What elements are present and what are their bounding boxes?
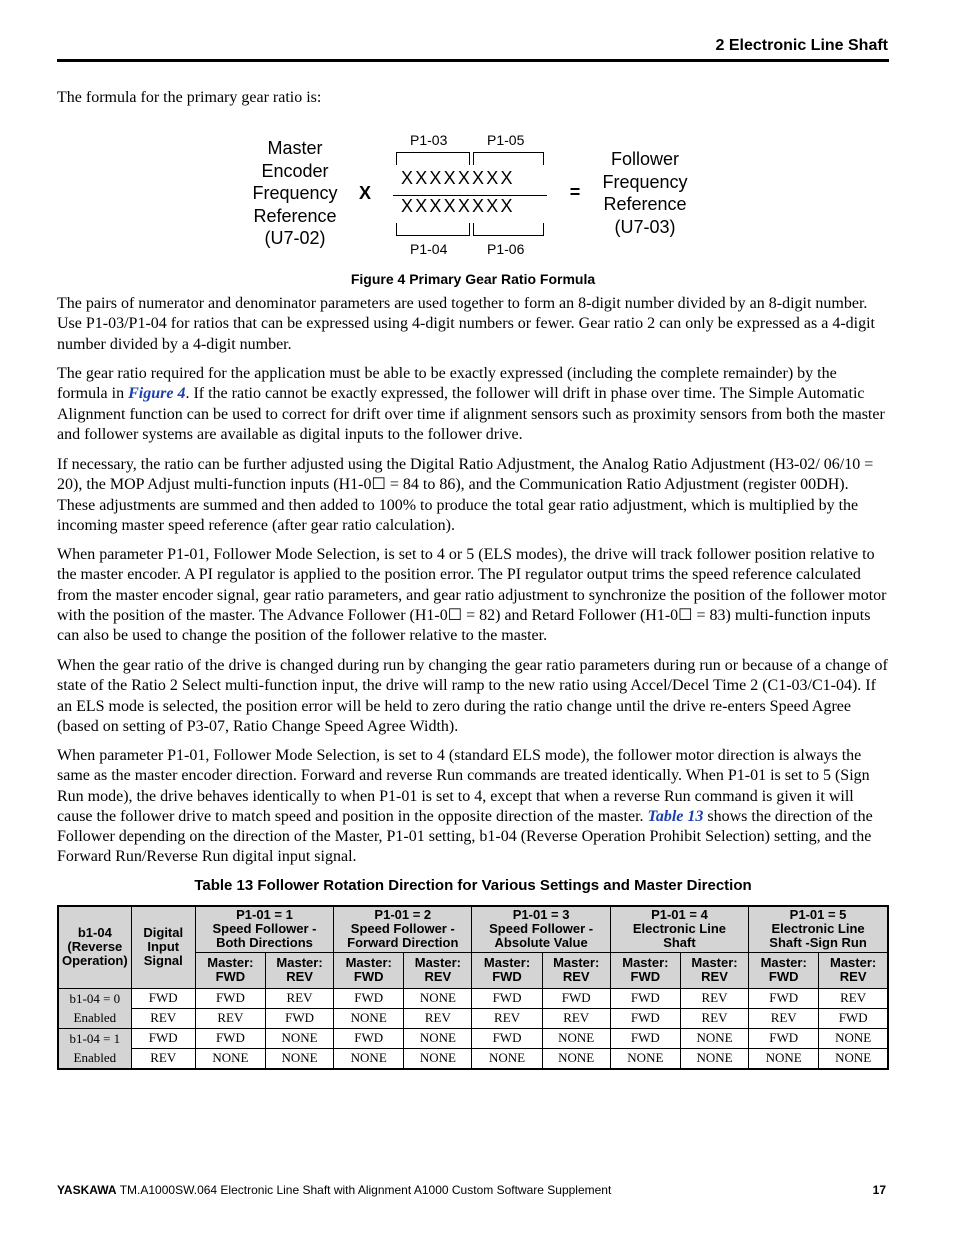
table-cell: FWD <box>265 1008 333 1028</box>
paragraph-6-text: When parameter P1-01, Follower Mode Selection, is set to 4 (standard ELS mode), the follower motor direction is always the same as the master encoder direction. Forward and reverse Run commands are treated identically. When P1-01 is set to 5 (Sign Run mode), the drive behaves identically to when P1-01 is set to 4, except that when a reverse Run command is given it will cause the follower drive to match speed and position in the opposite direction of the master. <box>57 747 870 825</box>
header-line: FWD <box>215 969 246 984</box>
master-reference-label <box>240 137 350 250</box>
header-line: Master: <box>830 955 877 970</box>
header-b1-04 <box>58 906 131 988</box>
table-row <box>58 1028 888 1048</box>
header-group-p1-01-4 <box>610 906 748 952</box>
section-title: 2 Electronic Line Shaft <box>715 37 888 54</box>
table-caption: Table 13 Follower Rotation Direction for Various Settings and Master Direction <box>194 877 752 894</box>
header-group-p1-01-2 <box>334 906 472 952</box>
left-line: (U7-02) <box>264 228 326 248</box>
numerator-digits: XXXXXXXX <box>401 168 515 188</box>
paragraph-4: When parameter P1-01, Follower Mode Selection, is set to 4 or 5 (ELS modes), the drive will track follower position relative to the master encoder. A PI regulator is applied to the position error. The PI regulator output trims the speed reference calculated from the master encoder signal, gear ratio parameters, and gear ratio adjustment to synchronize the position of the follower motor with the position of the master. The Advance Follower (H1-0☐ = 82) and Retard Follower (H1-0☐ = 83) multi-function inputs can also be used to change the position of the follower relative to the master. <box>57 546 887 645</box>
table-cell: NONE <box>749 1048 819 1069</box>
label-p1-04: P1-04 <box>410 241 448 257</box>
left-line: Master <box>267 138 323 158</box>
table-cell: NONE <box>819 1028 888 1048</box>
table-cell: REV <box>749 1008 819 1028</box>
header-line: FWD <box>492 969 522 984</box>
right-line: Reference <box>603 194 687 214</box>
table-cell: FWD <box>610 1008 680 1028</box>
table-cell: FWD <box>819 1008 888 1028</box>
table-cell: NONE <box>404 988 472 1008</box>
row-label-line: Enabled <box>73 1050 117 1065</box>
table-cell: NONE <box>680 1028 748 1048</box>
table-cell: FWD <box>542 988 610 1008</box>
header-line: (Reverse <box>67 939 123 955</box>
figure-4-link[interactable]: Figure 4 <box>128 385 186 403</box>
page-number: 17 <box>872 1183 886 1197</box>
table-cell: FWD <box>610 988 680 1008</box>
table-row <box>58 1048 888 1069</box>
paragraph-2-text: The gear ratio required for the application must be able to be exactly expressed (including the complete remainder) by the formula in <box>57 365 837 403</box>
header-line: Master: <box>414 955 461 970</box>
subheader-rev <box>542 952 610 988</box>
intro-text: The formula for the primary gear ratio is: <box>57 89 322 106</box>
table-cell: FWD <box>195 1028 265 1048</box>
table-cell: NONE <box>334 1048 404 1069</box>
table-cell: NONE <box>819 1048 888 1069</box>
table-cell: NONE <box>610 1048 680 1069</box>
header-group-p1-01-5 <box>749 906 888 952</box>
row-label-line: b1-04 = 1 <box>69 1031 121 1046</box>
header-line: REV <box>424 969 452 984</box>
table-cell: REV <box>542 1008 610 1028</box>
paragraph-1: The pairs of numerator and denominator parameters are used together to form an 8-digit number divided by an 8-digit number. Use P1-03/P1-04 for ratios that can be expressed using 4-digit numbers or fewer. Gear ratio 2 can only be expressed as a 4-digit number divided by a 4-digit number. <box>57 295 875 353</box>
table-cell: FWD <box>610 1028 680 1048</box>
table-cell: NONE <box>542 1048 610 1069</box>
header-line: Master: <box>691 955 738 970</box>
header-line: Input <box>147 939 180 955</box>
header-line: P1-01 = 5 <box>789 907 847 923</box>
header-line: Master: <box>207 955 254 970</box>
row-label-line: Enabled <box>73 1010 117 1025</box>
header-line: Master: <box>483 955 531 970</box>
paragraph-2-text: . If the ratio cannot be exactly expressed, the follower will drift in phase over time. The Simple Automatic Alignment function can be used to correct for drift over time if alignment sensors such as proximity sensors from both the master and follower systems are available as digital inputs to the follower drive. <box>57 385 885 443</box>
left-line: Reference <box>253 205 337 226</box>
header-digital-input <box>131 906 195 988</box>
table-13-link[interactable]: Table 13 <box>647 807 704 825</box>
subheader-rev <box>265 952 333 988</box>
header-line: FWD <box>353 969 384 984</box>
header-group-p1-01-1 <box>195 906 333 952</box>
table-cell: NONE <box>265 1028 333 1048</box>
header-line: Electronic Line <box>771 921 865 937</box>
header-line: Speed Follower - <box>350 921 455 937</box>
table-row <box>58 1008 888 1028</box>
table-cell: NONE <box>265 1048 333 1069</box>
table-cell: REV <box>131 1008 195 1028</box>
table-cell: NONE <box>404 1028 472 1048</box>
header-line: Absolute Value <box>494 935 588 951</box>
subheader-rev <box>680 952 748 988</box>
header-line: Master: <box>760 955 807 970</box>
paragraph-2 <box>57 364 889 445</box>
header-line: FWD <box>768 969 799 984</box>
bracket-denominator-right <box>473 223 544 236</box>
footer-brand: YASKAWA <box>57 1183 117 1197</box>
header-line: Speed Follower - <box>212 921 317 937</box>
header-line: b1-04 <box>77 925 112 941</box>
equals-sign: = <box>569 182 581 202</box>
header-line: Shaft <box>663 935 696 951</box>
subheader-fwd <box>749 952 819 988</box>
table-cell: REV <box>195 1008 265 1028</box>
subheader-fwd <box>610 952 680 988</box>
table-cell: NONE <box>542 1028 610 1048</box>
bracket-denominator-left <box>396 223 470 236</box>
table-cell: REV <box>680 1008 748 1028</box>
table-cell: FWD <box>195 988 265 1008</box>
paragraph-3: If necessary, the ratio can be further adjusted using the Digital Ratio Adjustment, the Analog Ratio Adjustment (H3-02/ 06/10 = 20), the MOP Adjust multi-function inputs (H1-0☐ = 84 to 86), and the Communication Ratio Adjustment (register 00DH). These adjustments are summed and then added to 100% to produce the total gear ratio adjustment, which is multiplied by the incoming master speed reference (after gear ratio calculation). <box>57 456 874 534</box>
row-label-b1-04-1 <box>58 1028 131 1069</box>
bracket-numerator-right <box>473 152 544 165</box>
follower-direction-table <box>57 905 889 1070</box>
paragraph-6-text: shows the direction of the Follower depending on the direction of the Master, P1-01 setting, b1-04 (Reverse Operation Prohibit Selection) setting, and the Forward Run/Reverse Run digital input signal. <box>57 807 873 866</box>
header-line: FWD <box>630 969 661 984</box>
header-line: Master: <box>345 955 392 970</box>
follower-reference-label <box>590 148 700 238</box>
header-line: Both Directions <box>216 935 313 951</box>
table-cell: NONE <box>334 1008 404 1028</box>
right-line: Follower <box>610 149 680 169</box>
header-line: Master: <box>553 955 600 970</box>
header-line: Shaft -Sign Run <box>769 935 867 951</box>
table-cell: NONE <box>680 1048 748 1069</box>
header-group-p1-01-3 <box>472 906 610 952</box>
subheader-rev <box>404 952 472 988</box>
row-label-b1-04-0 <box>58 988 131 1028</box>
subheader-fwd <box>195 952 265 988</box>
header-line: Digital <box>143 925 184 941</box>
footer-doc-title: TM.A1000SW.064 Electronic Line Shaft with Alignment A1000 Custom Software Supplement <box>119 1183 612 1197</box>
header-line: REV <box>286 969 313 984</box>
table-cell: NONE <box>195 1048 265 1069</box>
label-p1-06: P1-06 <box>487 241 525 257</box>
header-line: REV <box>562 969 590 984</box>
header-line: Speed Follower - <box>489 921 594 937</box>
table-cell: REV <box>680 988 748 1008</box>
row-label-line: b1-04 = 0 <box>69 991 121 1006</box>
table-cell: FWD <box>334 1028 404 1048</box>
right-line: Frequency <box>602 171 688 192</box>
header-line: Master: <box>622 955 669 970</box>
header-line: REV <box>839 969 867 984</box>
table-cell: FWD <box>472 1028 542 1048</box>
label-p1-05: P1-05 <box>487 132 525 148</box>
bracket-numerator-left <box>396 152 470 165</box>
header-line: P1-01 = 4 <box>651 907 708 923</box>
header-rule <box>57 59 889 62</box>
table-cell: FWD <box>749 988 819 1008</box>
subheader-rev <box>819 952 888 988</box>
table-cell: REV <box>265 988 333 1008</box>
table-cell: NONE <box>404 1048 472 1069</box>
table-cell: NONE <box>472 1048 542 1069</box>
left-line: Encoder <box>261 160 329 181</box>
header-line: Forward Direction <box>347 935 459 951</box>
denominator-digits: XXXXXXXX <box>401 196 515 216</box>
table-cell: FWD <box>749 1028 819 1048</box>
header-line: Master: <box>276 955 323 970</box>
header-line: Operation) <box>61 953 128 969</box>
header-line: P1-01 = 1 <box>236 907 293 923</box>
table-cell: FWD <box>472 988 542 1008</box>
table-cell: FWD <box>334 988 404 1008</box>
table-cell: REV <box>404 1008 472 1028</box>
header-line: REV <box>701 969 728 984</box>
table-cell: REV <box>131 1048 195 1069</box>
paragraph-6 <box>57 746 889 868</box>
paragraph-5: When the gear ratio of the drive is changed during run by changing the gear ratio parameters during run or because of a change of state of the Ratio 2 Select multi-function input, the drive will ramp to the new ratio using Accel/Decel Time 2 (C1-03/C1-04). If an ELS mode is selected, the position error will be held to zero during the ratio change until the drive re-enters Speed Agree (based on setting of P3-07, Ratio Change Speed Agree Width). <box>57 657 888 735</box>
left-line: Frequency <box>252 183 338 203</box>
table-row <box>58 988 888 1008</box>
subheader-fwd <box>472 952 542 988</box>
label-p1-03: P1-03 <box>410 132 448 148</box>
table-cell: FWD <box>131 1028 195 1048</box>
table-cell: REV <box>472 1008 542 1028</box>
multiply-sign: X <box>358 183 371 203</box>
subheader-fwd <box>334 952 404 988</box>
header-line: P1-01 = 3 <box>512 907 570 923</box>
right-line: (U7-03) <box>614 216 676 237</box>
header-line: Electronic Line <box>632 921 727 937</box>
figure-caption: Figure 4 Primary Gear Ratio Formula <box>350 271 596 287</box>
header-line: P1-01 = 2 <box>374 907 432 923</box>
table-cell: REV <box>819 988 888 1008</box>
header-line: Signal <box>143 953 183 969</box>
page-footer <box>57 1183 889 1197</box>
table-cell: FWD <box>131 988 195 1008</box>
